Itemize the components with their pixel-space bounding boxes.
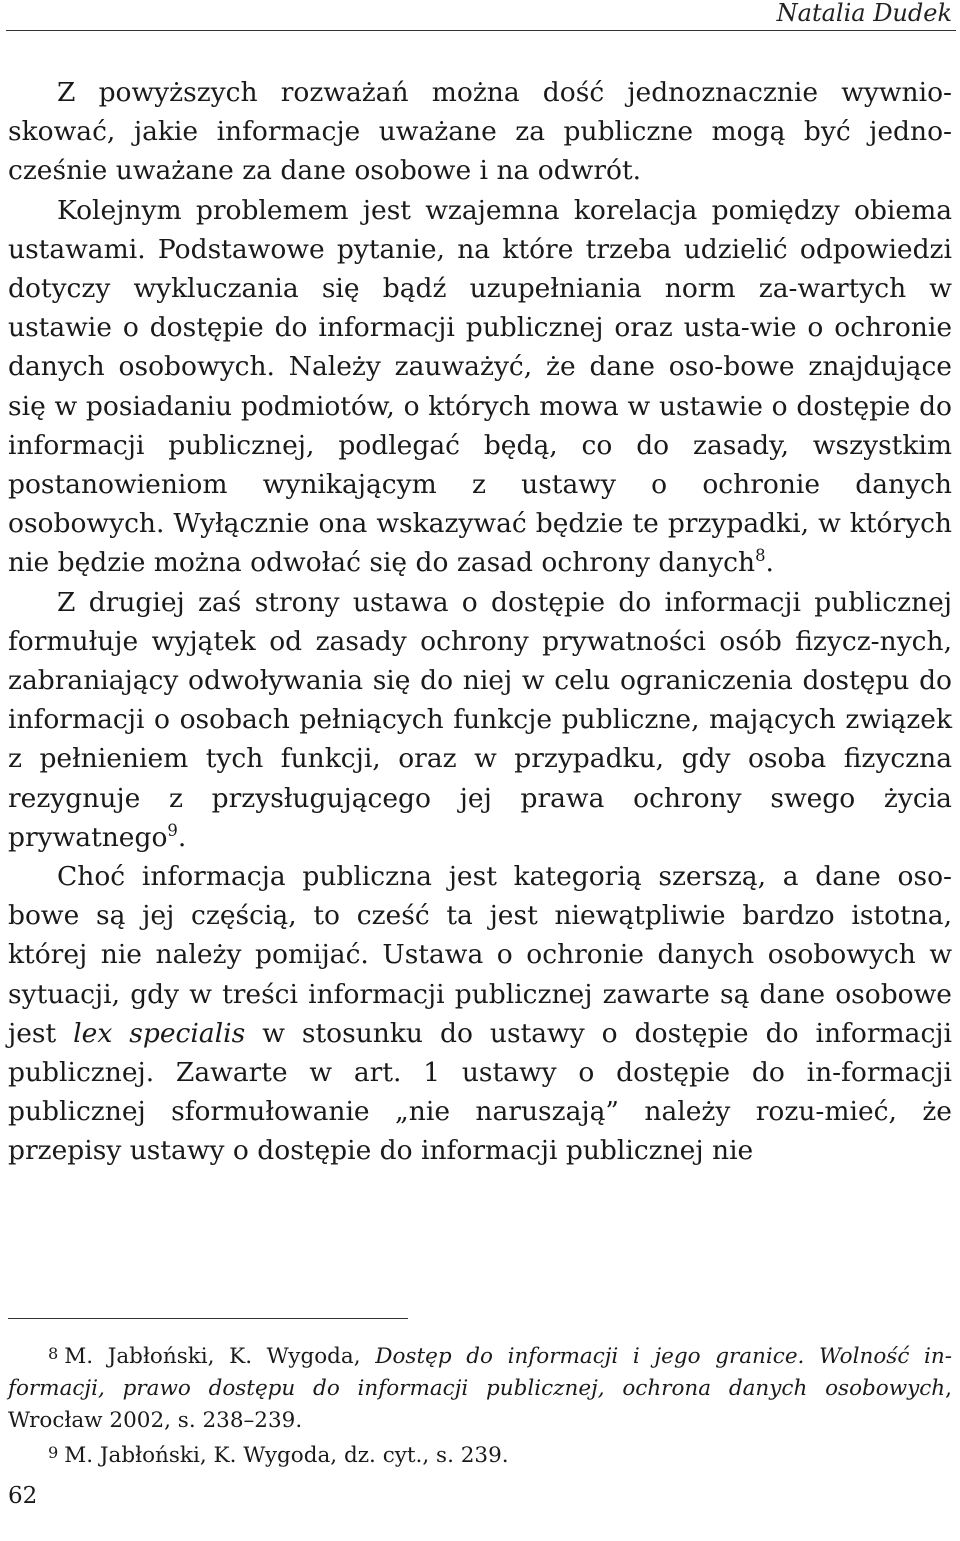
paragraph-2 [8, 191, 952, 583]
footnote-9-text: M. Jabłoński, K. Wygoda, dz. cyt., s. 239. [64, 1443, 509, 1468]
footnote-8-number: 8 [48, 1344, 59, 1363]
footnote-9 [8, 1437, 952, 1472]
footnote-ref-9: 9 [167, 821, 178, 841]
paragraph-3-text: Z drugiej zaś strony ustawa o dostępie do informacji publicznej formułuje wyjątek od zasady ochrony prywatności osób fizycz-nych, zabraniający odwoływania się do niej w celu ograniczenia dostępu do informacji o osobach pełniących funkcje publiczne, mających związek z pełnieniem tych funkcji, oraz w przypadku, gdy osoba fizyczna rezygnuje z przysługującego jej prawa ochrony swego życia prywatnego [8, 586, 952, 853]
footnote-ref-8: 8 [755, 546, 766, 566]
page-number: 62 [8, 1483, 38, 1509]
footnotes [8, 1338, 952, 1472]
paragraph-4-end: w stosunku do ustawy o dostępie do informacji publicznej. Zawarte w art. 1 ustawy o dostępie do in-formacji publicznej sformułowanie „nie naruszają” należy rozu-mieć, że przepisy ustawy o dostępie do informacji publicznej nie [8, 1017, 952, 1167]
main-text [8, 73, 952, 1171]
footnote-8 [8, 1338, 952, 1437]
paragraph-1-text: Z powyższych rozważań można dość jednoznacznie wywnio-skować, jakie informacje uważane za publiczne mogą być jedno-cześnie uważane za dane osobowe i na odwrót. [8, 77, 952, 187]
running-head-author: Natalia Dudek [776, 0, 952, 27]
paragraph-3-end: . [177, 821, 187, 853]
paragraph-4-italic: lex specialis [73, 1017, 246, 1049]
paragraph-2-end: . [765, 547, 774, 579]
header-rule [6, 30, 956, 31]
footnote-9-number: 9 [48, 1443, 59, 1462]
footnote-8-title: Dostęp do informacji i jego granice. Wolność in-formacji, prawo dostępu do informacji publicznej, ochrona danych osobowych [8, 1344, 952, 1401]
paragraph-4-start: Choć informacja publiczna jest kategorią szerszą, a dane oso-bowe są jej częścią, to cześć ta jest niewątpliwie bardzo istotna, której nie należy pomijać. Ustawa o ochronie danych osobowych w sytuacji, gdy w treści informacji publicznej zawarte są dane osobowe jest [8, 861, 952, 1049]
footnote-8-authors: M. Jabłoński, K. Wygoda, [64, 1344, 376, 1369]
footnote-rule [8, 1318, 408, 1319]
paragraph-2-text: Kolejnym problemem jest wzajemna korelacja pomiędzy obiema ustawami. Podstawowe pytanie, na które trzeba udzielić odpowiedzi dotyczy wykluczania się bądź uzupełniania norm za-wartych w ustawie o dostępie do informacji publicznej oraz usta-wie o ochronie danych osobowych. Należy zauważyć, że dane oso-bowe znajdujące się w posiadaniu podmiotów, o których mowa w ustawie o dostępie do informacji publicznej, podlegać będą, co do zasady, wszystkim postanowieniom wynikającym z ustawy o ochronie danych osobowych. Wyłącznie ona wskazywać będzie te przypadki, w których nie będzie można odwołać się do zasad ochrony danych [8, 194, 952, 579]
paragraph-4 [8, 857, 952, 1171]
paragraph-1 [8, 73, 952, 191]
footnote-8-rest: , Wrocław 2002, s. 238–239. [8, 1376, 952, 1433]
paragraph-3 [8, 583, 952, 857]
